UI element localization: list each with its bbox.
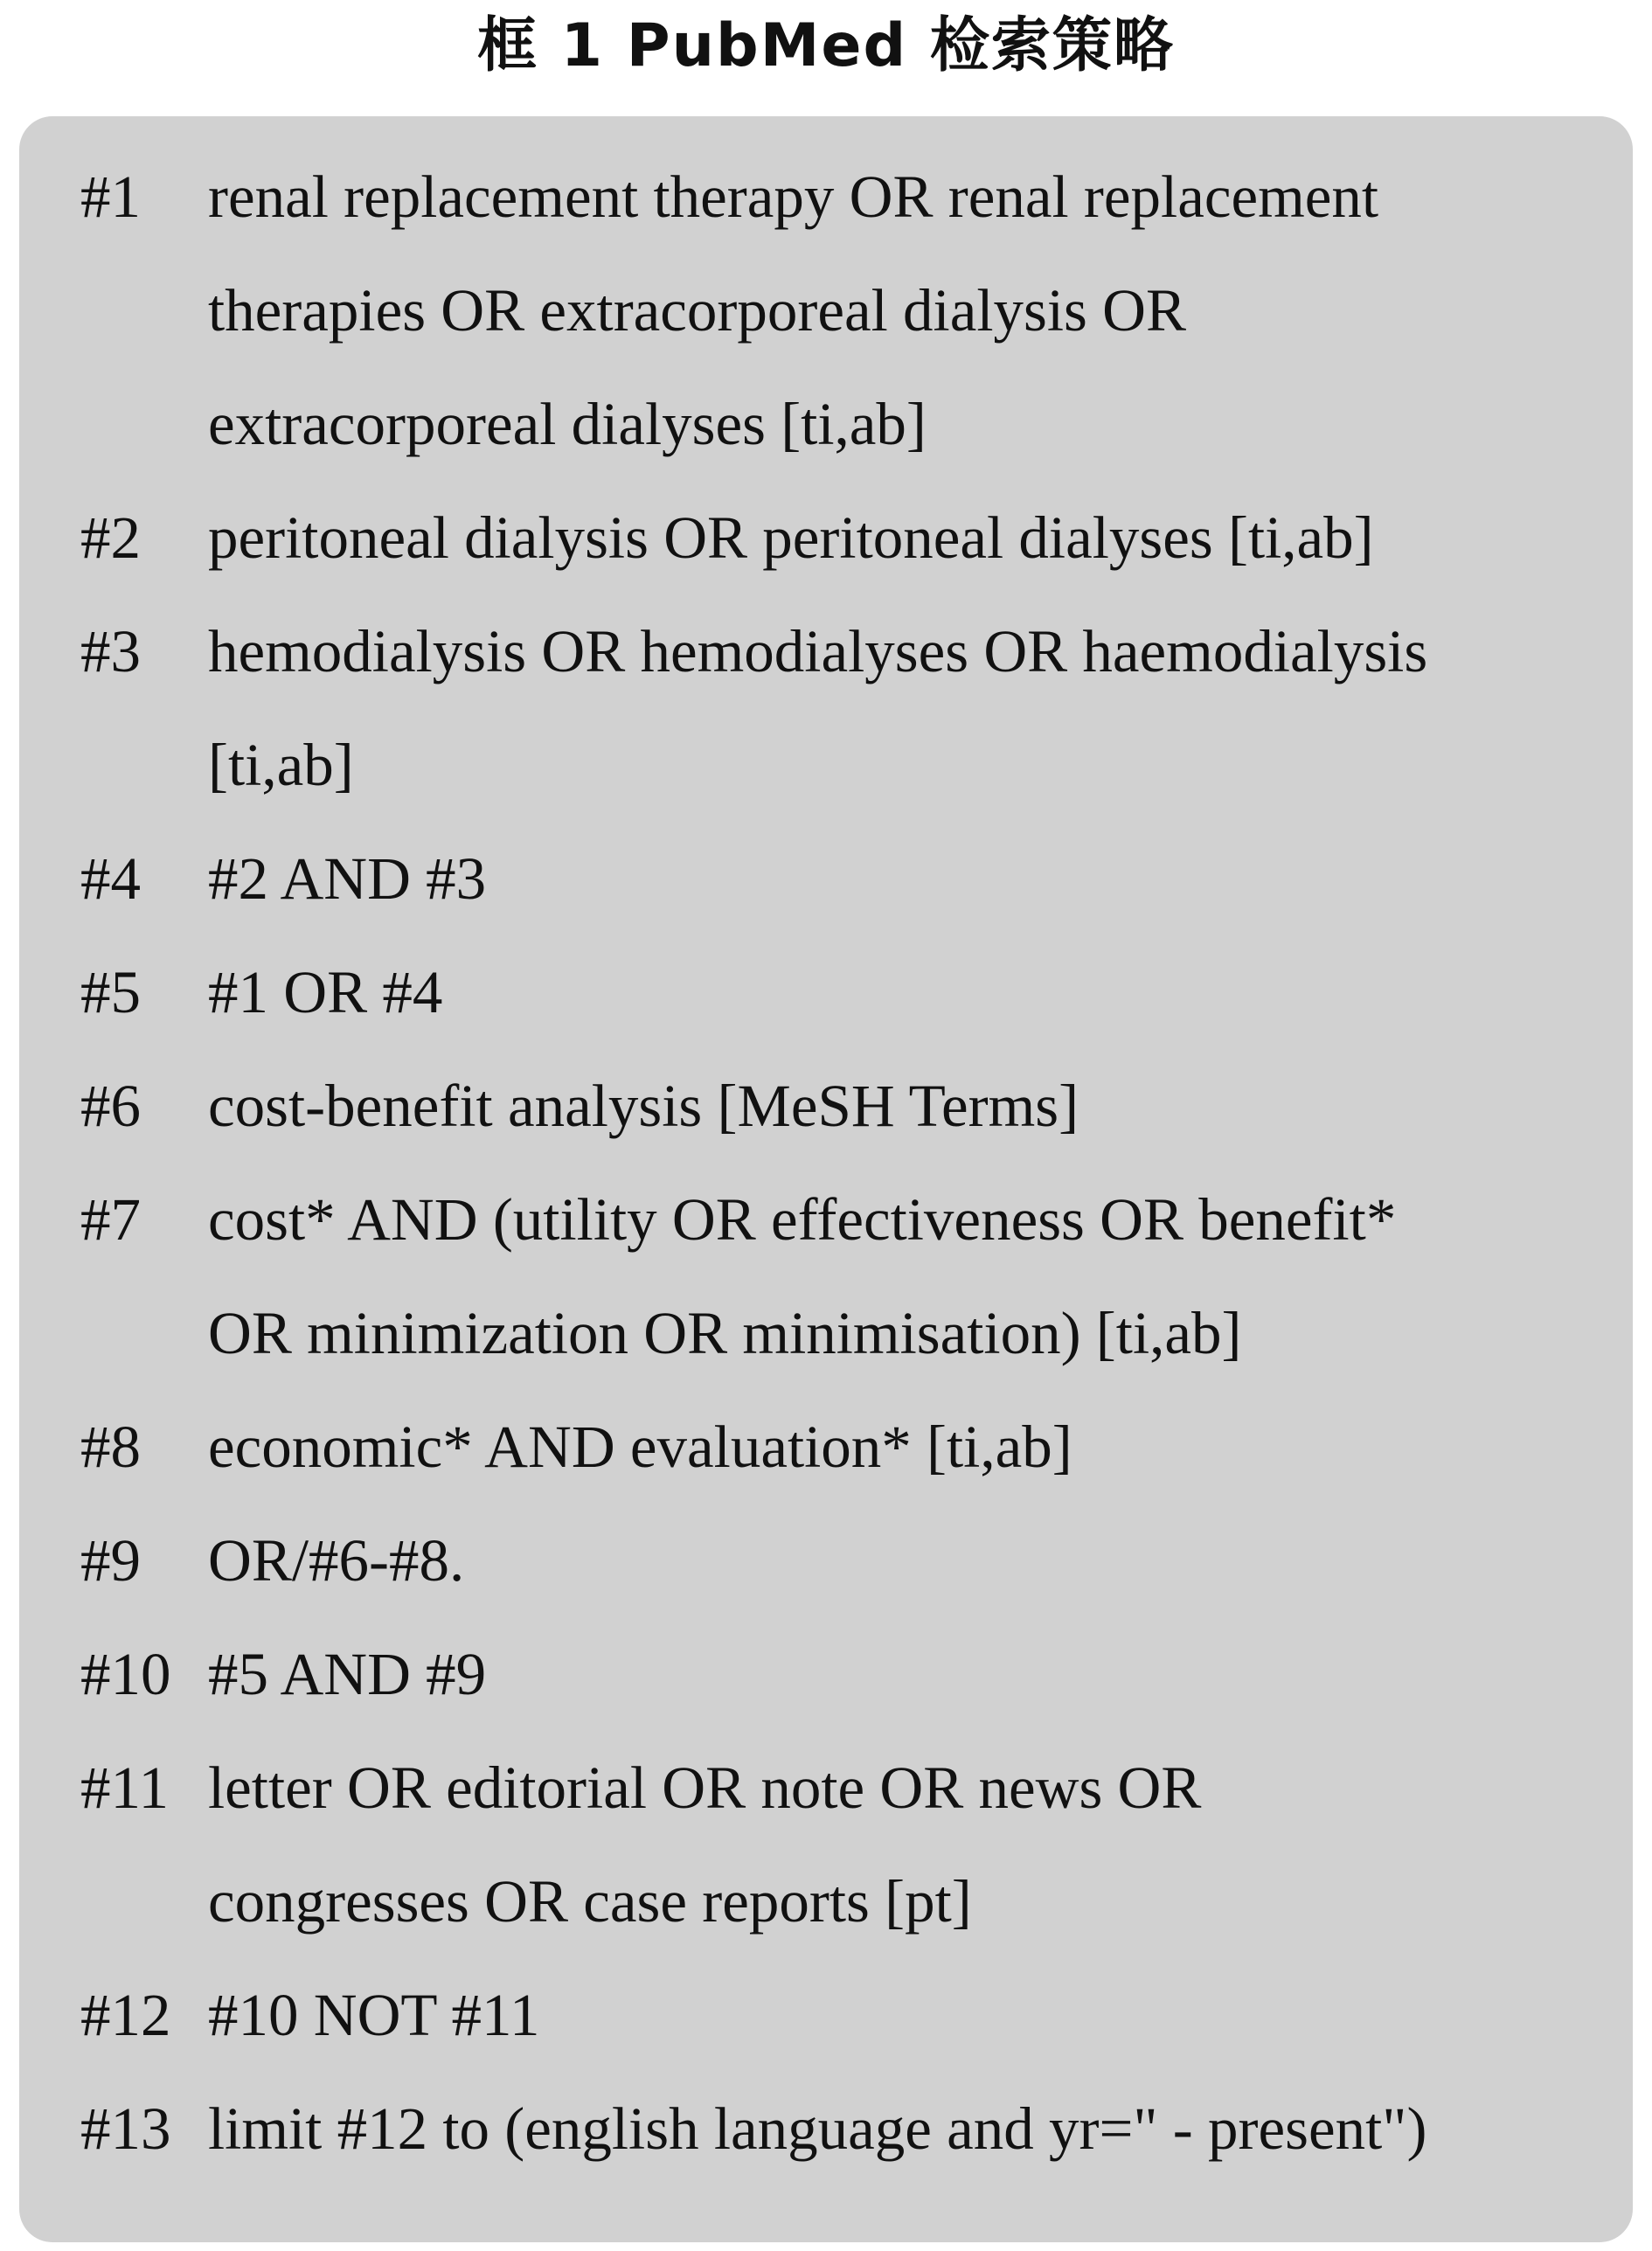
strategy-row: [61, 140, 1547, 481]
strategy-number: #7: [80, 1186, 141, 1253]
strategy-number: #2: [80, 504, 141, 571]
strategy-query-line: #2 AND #3: [208, 845, 487, 912]
strategy-number: #6: [80, 1073, 141, 1139]
strategy-query-line: [ti,ab]: [208, 732, 354, 798]
strategy-query-line: OR/#6-#8.: [208, 1527, 465, 1594]
box-title: 框 1 PubMed 检索策略: [477, 11, 1175, 80]
strategy-row: [61, 1617, 1547, 1731]
strategy-query-line: extracorporeal dialyses [ti,ab]: [208, 391, 927, 457]
strategy-query-line: peritoneal dialysis OR peritoneal dialyses [ti,ab]: [208, 504, 1374, 571]
strategy-row: [61, 1731, 1547, 1958]
strategy-query-line: hemodialysis OR hemodialyses OR haemodialysis: [208, 618, 1428, 684]
strategy-query-line: letter OR editorial OR note OR news OR: [208, 1754, 1202, 1821]
strategy-row: [61, 1958, 1547, 2072]
strategy-number: #11: [80, 1754, 169, 1821]
strategy-number: #12: [80, 1982, 171, 2048]
strategy-number: #5: [80, 959, 141, 1025]
strategy-query-line: #1 OR #4: [208, 959, 443, 1025]
strategy-number: #4: [80, 845, 141, 912]
strategy-query-line: #5 AND #9: [208, 1641, 487, 1707]
strategy-row: [61, 1049, 1547, 1163]
strategy-row: [61, 935, 1547, 1049]
strategy-query-line: limit #12 to (english language and yr=" - present"): [208, 2095, 1427, 2162]
strategy-row: [61, 1163, 1547, 1390]
strategy-row: [61, 822, 1547, 935]
search-strategy-list: [61, 140, 1547, 2185]
strategy-query-line: renal replacement therapy OR renal replacement: [208, 163, 1379, 230]
strategy-number: #10: [80, 1641, 171, 1707]
strategy-row: [61, 594, 1547, 822]
strategy-number: #13: [80, 2095, 171, 2162]
strategy-row: [61, 1504, 1547, 1617]
strategy-query-line: OR minimization OR minimisation) [ti,ab]: [208, 1300, 1242, 1366]
strategy-number: #9: [80, 1527, 141, 1594]
strategy-query-line: cost-benefit analysis [MeSH Terms]: [208, 1073, 1079, 1139]
strategy-number: #3: [80, 618, 141, 684]
strategy-query-line: therapies OR extracorporeal dialysis OR: [208, 277, 1186, 344]
strategy-query-line: congresses OR case reports [pt]: [208, 1868, 972, 1935]
strategy-query-line: #10 NOT #11: [208, 1982, 540, 2048]
strategy-query-line: cost* AND (utility OR effectiveness OR benefit*: [208, 1186, 1397, 1253]
strategy-row: [61, 1390, 1547, 1504]
strategy-number: #8: [80, 1414, 141, 1480]
strategy-query-line: economic* AND evaluation* [ti,ab]: [208, 1414, 1072, 1480]
strategy-row: [61, 481, 1547, 594]
strategy-row: [61, 2072, 1547, 2185]
strategy-number: #1: [80, 163, 141, 230]
